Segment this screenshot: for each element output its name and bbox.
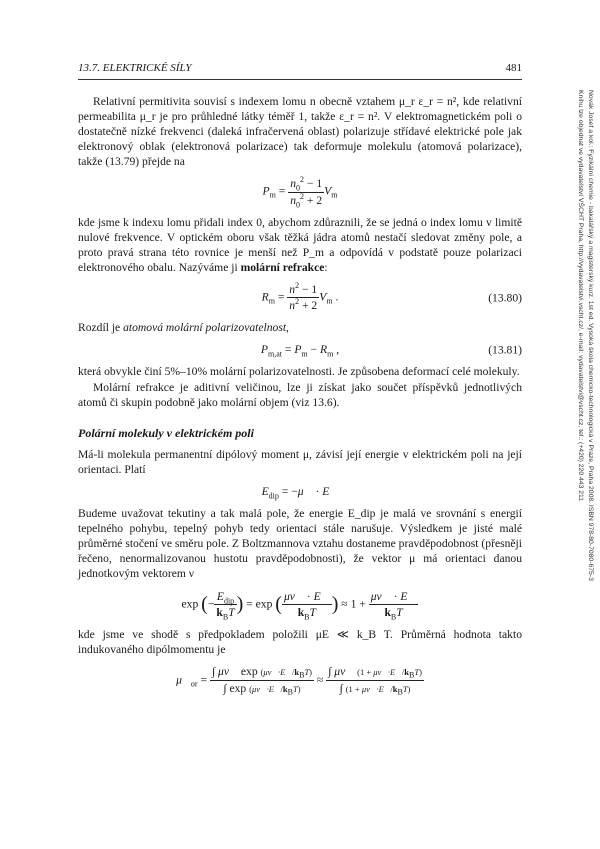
- equation-mean-dipole: $\mu⃗_{or}$ = $\frac{\int \mu\nu⃗ \exp (\mu\nu⃗\cdot E⃗/k_BT)}{\int \exp (\mu\nu⃗\cdot E⃗/k_BT)}$ ≈ $\frac{\int \mu\nu⃗ (1 + \mu\nu⃗\cdot E⃗/k_BT)}{\int (1 + \mu\nu⃗\cdot E⃗/k_BT)}$: [176, 664, 422, 697]
- paragraph-7: Budeme uvažovat tekutiny a tak malá pole, že energie E_dip je malá ve srovnání s energií tepelného pohybu, tepelný pohyb tedy orientaci stále narušuje. Výsledkem je jisté malé průměrné stočení ve směru pole. Z Boltzmannova vztahu dostaneme pravděpodobnost (přesněji řečeno, nenormalizovanou hustotu pravděpodobnosti), že vektor μ má orientaci danou jednotkovým vektorem ν: [78, 507, 522, 581]
- equation-number: (13.81): [488, 343, 522, 357]
- paragraph-8: kde jsme ve shodě s předpokladem položili μE ≪ k_B T. Průměrná hodnota takto indukovaného dipólmomentu je: [78, 627, 522, 656]
- equation-pm: $P_m$ = $\frac{n_0^2 - 1}{n_0^2 + 2}$ $V_m$: [262, 175, 338, 209]
- equation-number: (13.80): [488, 291, 522, 305]
- side-note: [571, 90, 595, 800]
- paragraph-4: která obvykle činí 5%–10% molární polarizovatelnosti. Je způsobena deformací celé molekuly.: [78, 365, 520, 379]
- main-text: [78, 94, 522, 704]
- header-rule: [78, 79, 522, 80]
- equation-edip: $E_{dip}$ = −μ⃗ · E⃗: [261, 484, 339, 501]
- equation-13-81: $P_{m,at} = P_m - R_m$ , (13.81): [260, 343, 522, 359]
- running-header: [78, 62, 522, 78]
- paragraph-2: kde jsme k indexu lomu přidali index 0, abychom zdůraznili, že se jedná o index lomu v limitě nulové frekvence. V optickém oboru však těžká jádra atomů nestačí sledovat změny pole, a proto pravá strana této rovnice je menší než P_m a odpovídá v podstatě pouze polarizaci elektronového obalu. Nazýváme ji molární refrakce:: [78, 215, 522, 274]
- term-atomic-polarizability: atomová molární polarizovatelnost: [123, 321, 287, 335]
- paragraph-1: Relativní permitivita souvisí s indexem lomu n obecně vztahem μ_r ε_r = n², kde relativní permeabilita μ_r je pro průhledné látky téměř 1, takže ε_r = n². V elektromagnetickém poli o dostatečně nízké frekvenci (daleká infračervená oblast) polarizuje střídavé elektrické pole jak elektronový oblak (elektronová polarizace) tak deformuje molekulu (atomová polarizace), takže (13.79) přejde na: [78, 95, 522, 169]
- paragraph-5: Molární refrakce je aditivní veličinou, lze ji získat jako součet příspěvků jednotlivých atomů či skupin podobně jako molární objem (viz 13.6).: [78, 380, 522, 409]
- page-number: 481: [505, 62, 522, 74]
- equation-13-80: $R_m$ = $\frac{n^2 - 1}{n^2 + 2}$ $V_m$ . (13.80): [261, 281, 522, 313]
- side-note-line-1: Novák Josef a kol.: Fyzikální chemie - bakalářský a magisterský kurz. 1st ed. Vysoká škola chemicko-technologická v Praze, Praha 2008. ISBN 978-80-7080-675-3: [587, 90, 594, 581]
- paragraph-3: Rozdíl je atomová molární polarizovatelnost,: [78, 321, 289, 335]
- side-note-line-2: Knihu lze objednat ve vydavatelství VŠCHT Praha, http://vydavatelstvi.vscht.cz/, e-mail: vydavatelstvi@vscht.cz, tel.: (+420) 220 443 211: [577, 90, 584, 502]
- section-heading: Polární molekuly v elektrickém poli: [78, 425, 254, 440]
- section-title: 13.7. ELEKTRICKÉ SÍLY: [78, 62, 192, 74]
- term-molar-refraction: molární refrakce: [240, 260, 325, 274]
- paragraph-6: Má-li molekula permanentní dipólový moment μ, závisí její energie v elektrickém poli na její orientaci. Platí: [78, 447, 522, 476]
- equation-boltzmann: exp (− $\frac{E_{dip}}{k_BT}$ ) = exp ( $\frac{\mu\nu⃗ \cdot E⃗}{k_BT}$ ) ≈ 1 + $\frac{\mu\nu⃗ \cdot E⃗}{k_BT}$: [181, 589, 417, 621]
